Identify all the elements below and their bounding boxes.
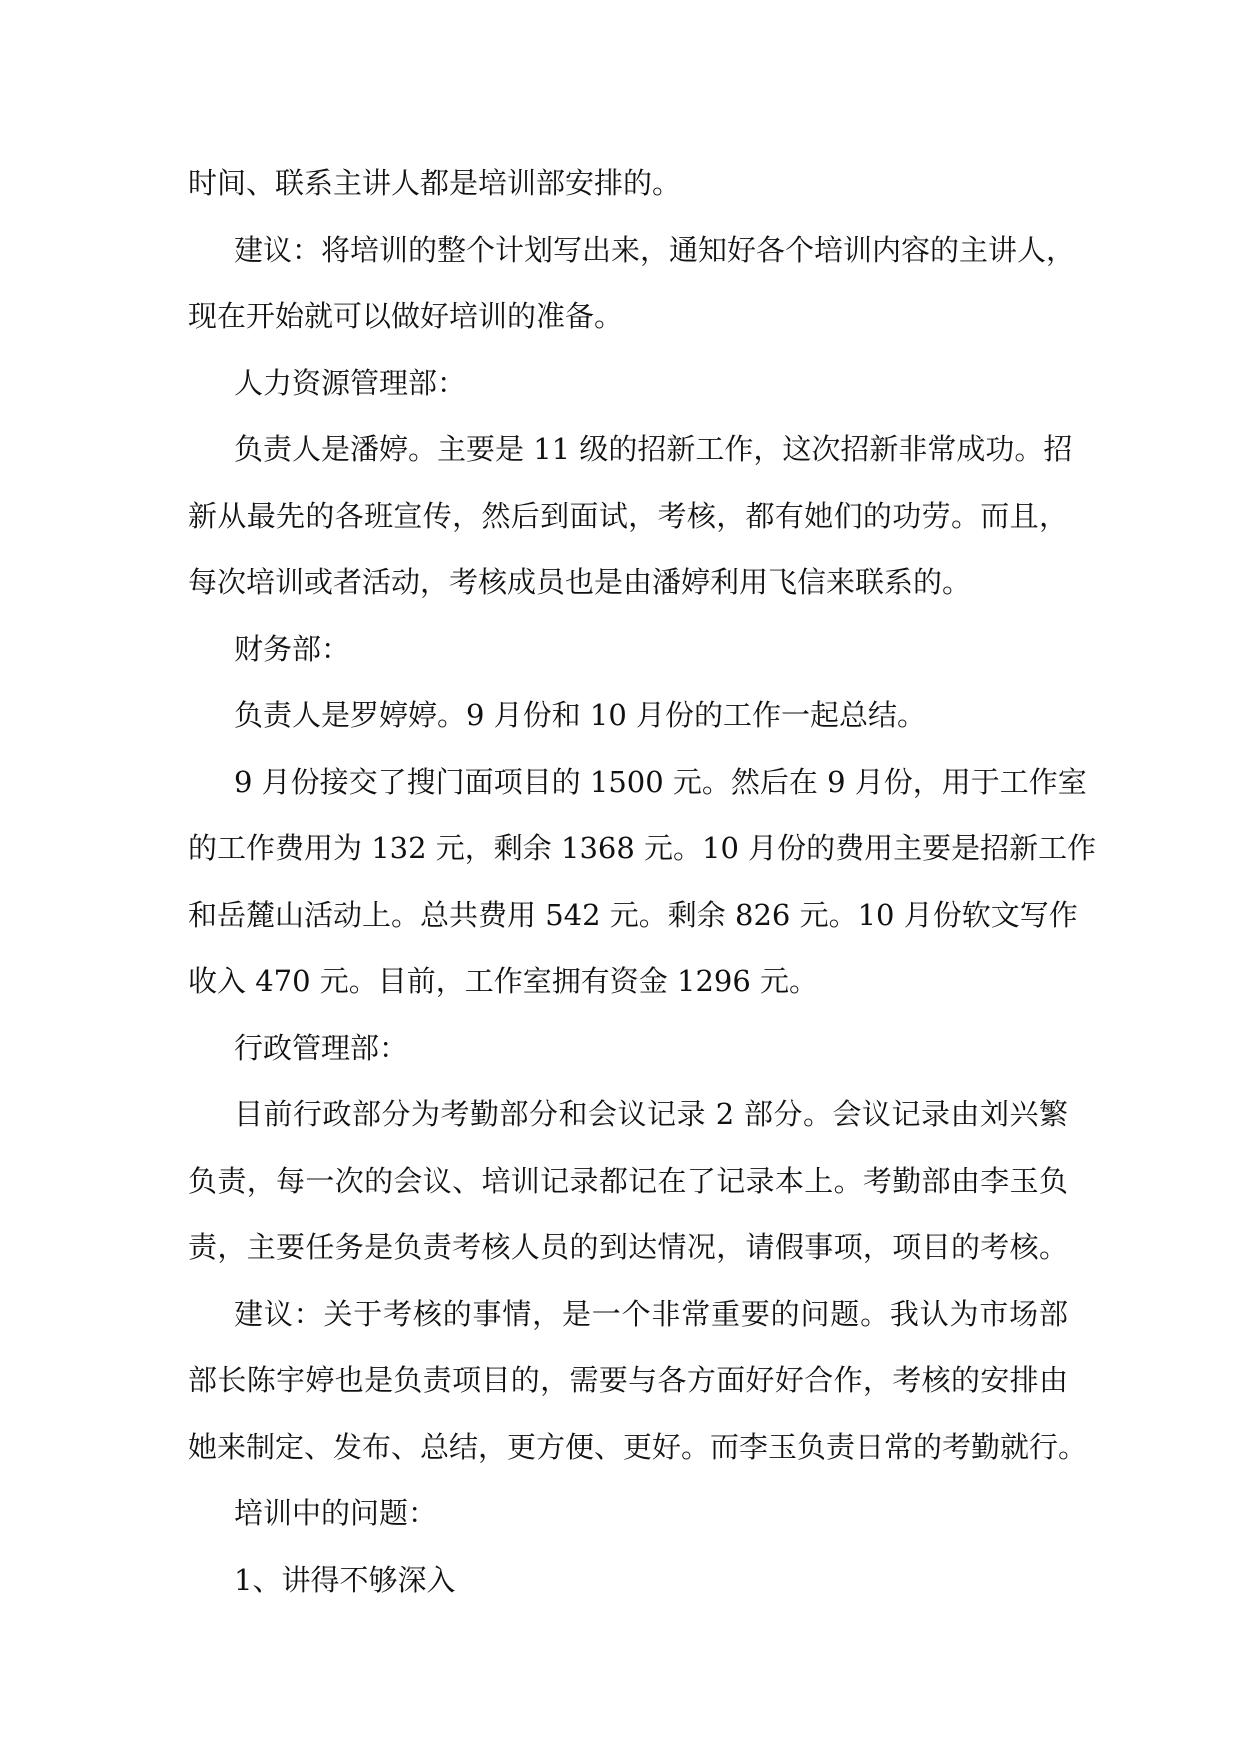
paragraph-line: 收入 470 元。目前，工作室拥有资金 1296 元。: [188, 964, 819, 998]
paragraph-line: 建议：将培训的整个计划写出来，通知好各个培训内容的主讲人，: [234, 232, 1076, 267]
paragraph-line: 新从最先的各班宣传，然后到面试，考核，都有她们的功劳。而且，: [188, 498, 1068, 533]
paragraph-line: 每次培训或者活动，考核成员也是由潘婷利用飞信来联系的。: [188, 565, 972, 599]
paragraph-line: 负责人是潘婷。主要是 11 级的招新工作，这次招新非常成功。招: [234, 432, 1073, 466]
paragraph-line: 和岳麓山活动上。总共费用 542 元。剩余 826 元。10 月份软文写作: [188, 897, 1078, 932]
paragraph-line: 的工作费用为 132 元，剩余 1368 元。10 月份的费用主要是招新工作: [188, 831, 1097, 865]
paragraph-line: 责，主要任务是负责考核人员的到达情况，请假事项，项目的考核。: [188, 1230, 1068, 1264]
paragraph-line: 负责，每一次的会议、培训记录都记在了记录本上。考勤部由李玉负: [188, 1163, 1068, 1198]
section-heading: 培训中的问题：: [234, 1496, 438, 1530]
paragraph-line: 现在开始就可以做好培训的准备。: [188, 299, 624, 333]
paragraph-line: 负责人是罗婷婷。9 月份和 10 月份的工作一起总结。: [234, 698, 927, 732]
paragraph-line: 时间、联系主讲人都是培训部安排的。: [188, 166, 682, 200]
paragraph-line: 目前行政部分为考勤部分和会议记录 2 部分。会议记录由刘兴繁: [234, 1097, 1068, 1131]
section-heading: 人力资源管理部：: [234, 365, 467, 400]
list-item: 1、讲得不够深入: [234, 1562, 456, 1597]
paragraph-line: 建议：关于考核的事情，是一个非常重要的问题。我认为市场部: [234, 1296, 1068, 1331]
paragraph-line: 她来制定、发布、总结，更方便、更好。而李玉负责日常的考勤就行。: [188, 1429, 1088, 1464]
paragraph-line: 9 月份接交了搜门面项目的 1500 元。然后在 9 月份，用于工作室: [234, 764, 1087, 799]
section-heading: 行政管理部：: [234, 1030, 409, 1065]
section-heading: 财务部：: [234, 631, 351, 666]
document-body: [188, 150, 1097, 1613]
paragraph-line: 部长陈宇婷也是负责项目的，需要与各方面好好合作，考核的安排由: [188, 1363, 1068, 1397]
